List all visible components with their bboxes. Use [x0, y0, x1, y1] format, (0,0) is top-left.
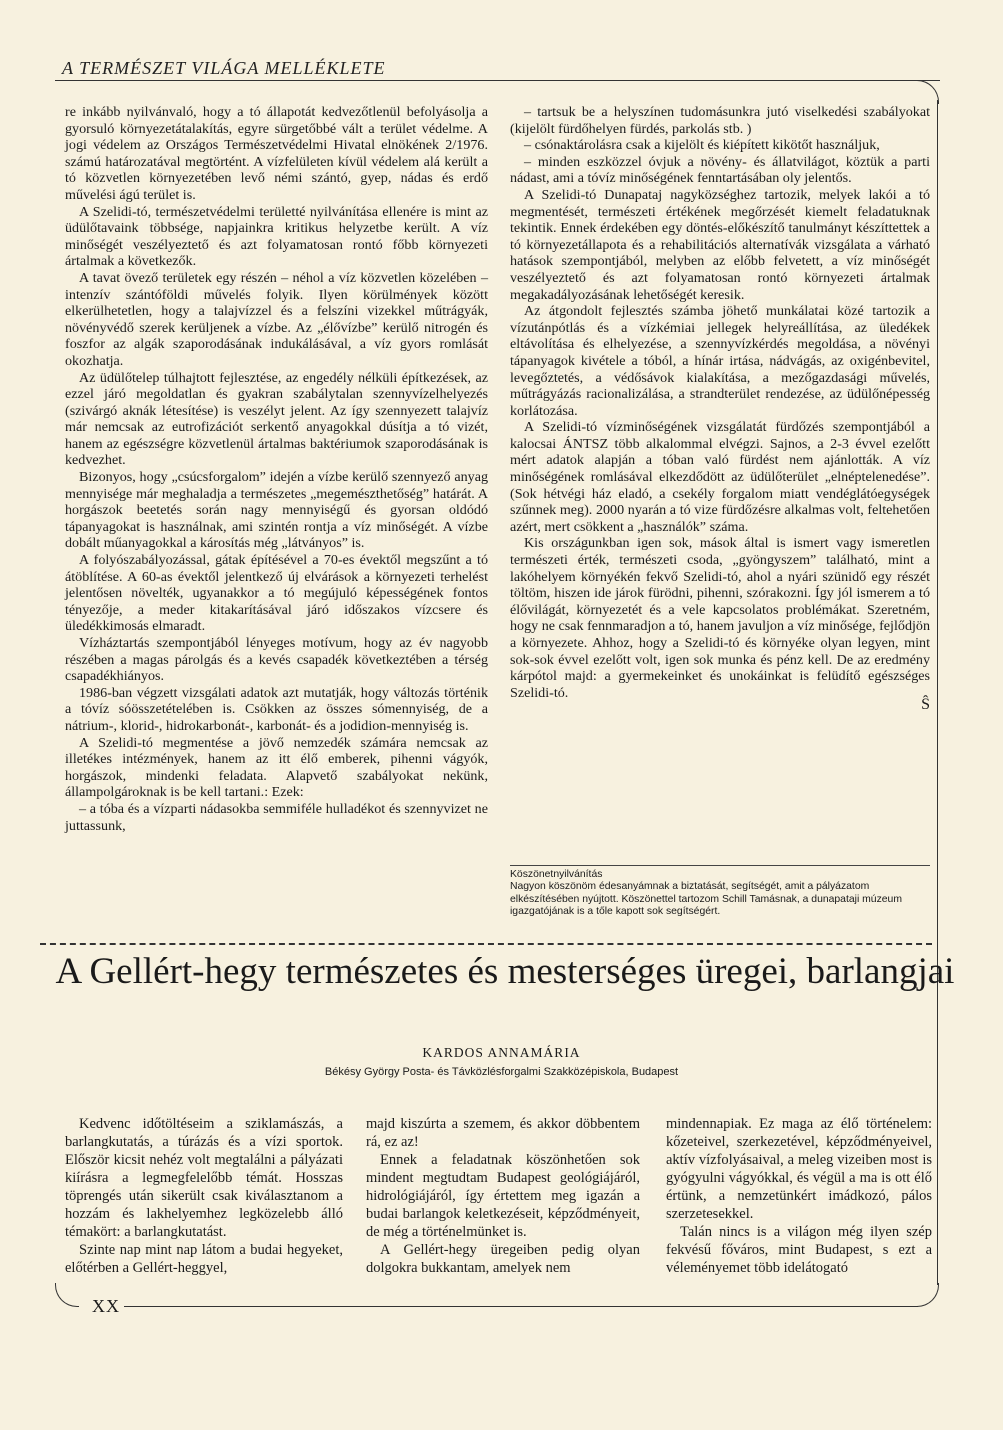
header-corner-curve: [915, 80, 939, 104]
paragraph: mindennapiak. Ez maga az élő történelem: kőzeteivel, szerkezetével, képződményeivel, aktív vízfolyásaival, a meleg vizeiben most is gyógyulni vágyókkal, és végül a ma is ott élő értünk, a nemzetünkért imádkozó, pálos szerzetesekkel.: [666, 1116, 932, 1222]
running-head: A TERMÉSZET VILÁGA MELLÉKLETE: [62, 58, 386, 78]
acknowledgement-title: Köszönetnyilvánítás: [510, 869, 603, 880]
paragraph: re inkább nyilvánvaló, hogy a tó állapotát kedvezőtlenül befolyásolja a gyorsuló környezetátalakítás, egyre sürgetőbbé vált a terület védelme. A jogi védelem az Országos Természetvédelmi Hivatal elnökének 2/1976. számú határozatával megtörtént. A vízfelületen kívül védelem alá került a tó közvetlen környezetében levő némi szántó, gyep, nádas és erdő művelési ágú terület is.: [65, 104, 488, 203]
footer-corner-curve: [915, 1283, 939, 1307]
paragraph: A Szelidi-tó Dunapataj nagyközséghez tartozik, melyek lakói a tó megmentését, természeti értékének megőrzését kiemelt feladatuknak tekintik. Ennek érdekében egy döntés-előkészítő tanulmányt készíttettek a tó környezetállapota és a rehabilitációs alternatívák vizsgálata a várható hatások szempontjából, melyben az előbb felvetett, a víz minőségét veszélyeztető és azt folyamatosan rontó környezeti ártalmak megakadályozásának lehetőségét keresik.: [510, 186, 930, 303]
author-affiliation: Békésy György Posta- és Távközlésforgalmi Szakközépiskola, Budapest: [324, 1066, 679, 1078]
paragraph: A Szelidi-tó, természetvédelmi területté nyilvánítása ellenére is mint az üdülőtavaink többsége, napjainkra kritikus helyzetbe került. A víz minőségét veszélyeztető és azt folyamatosan rontó főbb környezeti ártalmak a következők.: [65, 203, 488, 270]
top-article-left-column: [65, 104, 488, 834]
paragraph: A Szelidi-tó vízminőségének vizsgálatát fürdőzés szempontjából a kalocsai ÁNTSZ több alkalommal elvégzi. Sajnos, a 2-3 évvel ezelőtt mért adatok alapján a tóban való fürdést nem ajánlották. A víz minőségének romlásával elkezdődött az üdülőterület „elnéptelenedése”. (Sok hétvégi ház eladó, a csekély forgalom miatt vendéglátóegységek szűnnek meg). 2000 nyarán a tó vize fürdőzésre alkalmas volt, feltehetően azért, mert csökkent a „használók” száma.: [510, 419, 930, 535]
acknowledgement: [510, 865, 930, 919]
paragraph: A tavat övező területek egy részén – néhol a víz közvetlen közelében – intenzív szántóföldi művelés folyik. Ilyen körülmények között elkerülhetetlen, hogy a talajvízzel és a felszíni vizekkel műtrágyák, növényvédő szerek kerüljenek a vízbe. Az „élővízbe” kerülő nitrogén és foszfor az algák szaporodásának indukálásával, a víz gyors romlását okozhatja.: [65, 269, 488, 369]
author-name: KARDOS ANNAMÁRIA: [422, 1045, 581, 1060]
paragraph: Bizonyos, hogy „csúcsforgalom” idején a vízbe kerülő szennyező anyag mennyisége már meghaladja a természetes „megemészthetőség” határát. A horgászok beetetés során nagy mennyiségű és gyorsan oldódó tápanyagokat is használnak, ami szintén rontja a víz minőségét. A vízbe dobált műanyagokkal a károsítás még „látványos” is.: [65, 469, 488, 552]
paragraph: Az üdülőtelep túlhajtott fejlesztése, az engedély nélküli építkezések, az ezzel járó megoldatlan és gyakran szabálytalan szennyvízelhelyezés (szivárgó aknák létesítése) is veszélyt jelent. Az így szennyezett talajvíz már nemcsak az eutrofizációt serkentő anyagokkal dúsítja a tó vizét, hanem az egészségre közvetlenül ártalmas baktériumok szaporodásának is kedvezhet.: [65, 369, 488, 469]
paragraph: A Szelidi-tó megmentése a jövő nemzedék számára nemcsak az illetékes intézmények, hanem az itt élő emberek, pihenni vágyók, horgászok, mindenki feladata. Alapvető szabályokat nekünk, állampolgároknak is be kell tartani.: Ezek:: [65, 734, 488, 801]
paragraph: Kedvenc időtöltéseim a sziklamászás, a barlangkutatás, a túrázás és a vízi sportok. Először kicsit nehéz volt megtalálni a pályázati kiírásra a legmegfelelőbb témát. Hosszas töprengés után sikerült csak kiválasztanom a hozzám és lakhelyemhez legközelebb álló témakört: a barlangkutatást.: [65, 1116, 343, 1240]
article-title: A Gellért-hegy természetes és mesterséges üregei, barlangjai: [55, 951, 955, 992]
paragraph: Ennek a feladatnak köszönhetően sok mindent megtudtam Budapest geológiájáról, hidrológiájáról, így értettem meg igazán a budai barlangok keletkezéseit, képződményeit, de még a történelmünket is.: [366, 1152, 640, 1240]
paragraph: – minden eszközzel óvjuk a növény- és állatvilágot, köztük a parti nádast, ami a tóvíz minőségének fenntartásában oly jelentős.: [510, 153, 930, 187]
paragraph: – csónaktárolásra csak a kijelölt és kiépített kikötőt használjuk,: [524, 137, 880, 154]
acknowledgement-text: Nagyon köszönöm édesanyámnak a biztatását, segítségét, amit a pályázatom elkészítésében nyújtott. Köszönettel tartozom Schill Tamásnak, a dunapataji múzeum igazgatójának is a tőle kapott sok segítségért.: [510, 881, 902, 918]
paragraph: majd kiszúrta a szemem, és akkor döbbentem rá, ez az!: [366, 1116, 640, 1150]
page-number: XX: [88, 1296, 124, 1317]
right-border-line: [937, 100, 938, 1285]
paragraph: 1986-ban végzett vizsgálati adatok azt mutatják, hogy változás történik a tóvíz sóösszetételében is. Csökken az összes sómennyiség, de a nátrium-, klorid-, hidrokarbonát-, karbonát- és a jodidion-mennyiség is.: [65, 684, 488, 734]
paragraph: Vízháztartás szempontjából lényeges motívum, hogy az év nagyobb részében a magas párolgás és a kevés csapadék következtében a térség csapadékhiányos.: [65, 635, 488, 685]
bottom-article-column-2: [366, 1115, 640, 1277]
header-rule: [55, 80, 940, 81]
paragraph: A folyószabályozással, gátak építésével a 70-es évektől megszűnt a tó átöblítése. A 60-as évektől jelentkező új elvárások a környezeti terhelést jelentősen növelték, ugyanakkor a tó megújuló képességének fontos tényezője, a meder kitakarításával járó időszakos vízcsere és üledékkimosás elmaradt.: [65, 552, 488, 635]
paragraph: Talán nincs is a világon még ilyen szép fekvésű főváros, mint Budapest, s ezt a véleményemet több idelátogató: [666, 1224, 932, 1276]
paragraph: Kis országunkban igen sok, mások által is ismert vagy ismeretlen természeti érték, természeti csoda, „gyöngyszem” található, mint a lakóhelyem környékén fekvő Szelidi-tó, ahol a nyári szünidő egy részét töltöm, hiszen ide járok fürödni, pihenni, szórakozni. Így jól ismerem a tó élővilágát, környezetét és a vele kapcsolatos problémákat. Szeretném, hogy ne csak fennmaradjon a tó, hanem javuljon a víz minősége, fejlődjön a környezete. Ahhoz, hogy a Szelidi-tó és környéke olyan legyen, mint sok-sok évvel ezelőtt volt, igen sok munka és pénz kell. De az eredmény kárpótol majd: a gyermekeinket és unokáinkat is felüdítő egészséges Szelidi-tó.: [510, 535, 930, 701]
footer-left-curve: [55, 1283, 79, 1307]
section-divider: [40, 943, 932, 945]
paragraph: Az átgondolt fejlesztés számba jöhető munkálatai közé tartozik a vízutánpótlás és a vízkémiai jellegek helyreállítása, az üledékek eltávolítása és elhelyezése, a szennyvízkérdés megoldása, a növényi tápanyagok kivétele a tóból, a hínár irtása, nádvágás, az oxigénbevitel, levegőztetés, a védősávok kialakítása, a mezőgazdasági művelés, műtrágyázás racionalizálása, a strandterület rendezése, az üdülőnépesség korlátozása.: [510, 303, 930, 419]
paragraph: A Gellért-hegy üregeiben pedig olyan dolgokra bukkantam, amelyek nem: [366, 1242, 640, 1276]
top-article-right-column: [510, 104, 930, 714]
bottom-article-column-1: [65, 1115, 343, 1277]
paragraph: – a tóba és a vízparti nádasokba semmiféle hulladékot és szennyvizet ne juttassunk,: [65, 800, 488, 834]
bottom-article-column-3: [666, 1115, 932, 1277]
end-of-article-icon: Ŝ: [921, 696, 930, 714]
paragraph: – tartsuk be a helyszínen tudomásunkra jutó viselkedési szabályokat (kijelölt fürdőhelyen fürdés, parkolás stb. ): [510, 104, 930, 137]
footer-rule: [118, 1306, 918, 1307]
paragraph: Szinte nap mint nap látom a budai hegyeket, előtérben a Gellért-heggyel,: [65, 1242, 343, 1276]
